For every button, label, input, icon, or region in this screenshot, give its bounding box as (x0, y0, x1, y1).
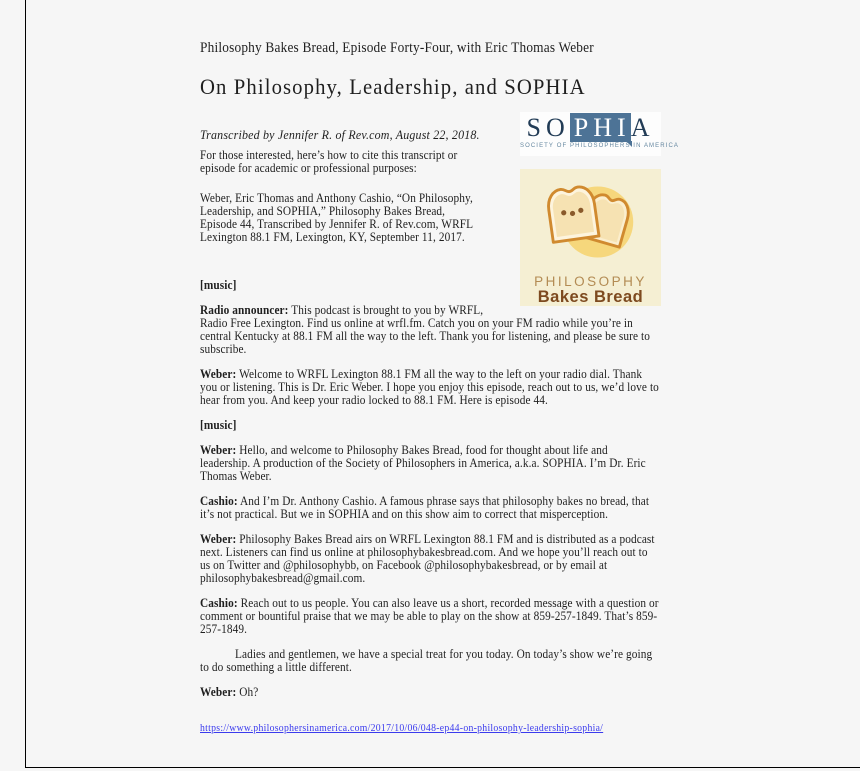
speaker-label: Radio announcer: (200, 303, 289, 317)
paragraph-text: This podcast is brought to you by WRFL, (288, 303, 484, 317)
transcript-paragraph (200, 686, 660, 699)
byline: Transcribed by Jennifer R. of Rev.com, August 22, 2018. (200, 127, 480, 142)
sophia-letters-so: SO (526, 113, 570, 142)
paragraph-text: Welcome to WRFL Lexington 88.1 FM all the way to the left on your radio dial. Thank you or listening. This is Dr. Eric Weber. I hope you enjoy this episode, reach out to us, we’d love to hear from you. And keep your radio locked to 88.1 FM. Here is episode 44. (200, 367, 659, 407)
speaker-label: Weber: (200, 443, 237, 457)
music-cue: [music] (200, 278, 237, 292)
paragraph-text: Reach out to us people. You can also leave us a short, recorded message with a question or comment or bountiful praise that we may be able to play on the show at 859-257-1849. That’s 859-257-1849. (200, 596, 659, 636)
page-border-bottom (25, 767, 860, 768)
paragraph-text: Ladies and gentlemen, we have a special treat for you today. On today’s show we’re going to do something a little different. (200, 647, 653, 674)
transcript-paragraph (200, 533, 660, 585)
paragraph-text: Oh? (236, 685, 259, 699)
page-title: On Philosophy, Leadership, and SOPHIA (200, 74, 586, 99)
citation-intro: For those interested, here’s how to cite this transcript or episode for academic or professional purposes: (200, 148, 458, 175)
speaker-label: Weber: (200, 685, 237, 699)
pbb-logo-text-philosophy: PHILOSOPHY (534, 274, 647, 289)
paragraph-text: Philosophy Bakes Bread airs on WRFL Lexington 88.1 FM and is distributed as a podcast next. Listeners can find us online at philosophybakesbread.com. And we hope you’ll reach out to us on Twitter and @philosophybb, on Facebook @philosophybakesbread, or by email at philosophybakesbread@gmail.com. (200, 532, 655, 585)
paragraph-text: Radio Free Lexington. Find us online at wrfl.fm. Catch you on your FM radio while you’re in central Kentucky at 88.1 FM all the way to the left. Thank you for listening, and please be sure to subscribe. (200, 316, 650, 356)
transcript-paragraph (200, 495, 660, 521)
citation: Weber, Eric Thomas and Anthony Cashio, “On Philosophy, Leadership, and SOPHIA,” Philosophy Bakes Bread, Episode 44, Transcribed by Jennifer R. of Rev.com, WRFL Lexington 88.1 FM, Lexington, KY, September 11, 2017. (200, 191, 474, 244)
pbb-logo-text-bakes-bread: Bakes Bread (537, 288, 644, 306)
transcript-paragraph (200, 597, 660, 636)
transcript-paragraph (200, 444, 660, 483)
document-body (200, 40, 679, 736)
music-cue: [music] (200, 418, 237, 432)
speaker-label: Cashio: (200, 596, 238, 610)
paragraph-text: And I’m Dr. Anthony Cashio. A famous phrase says that philosophy bakes no bread, that it’s not practical. But we in SOPHIA and on this show aim to correct that misperception. (200, 494, 650, 521)
speaker-label: Weber: (200, 532, 237, 546)
speaker-label: Cashio: (200, 494, 238, 508)
sophia-letter-a: A (630, 113, 655, 142)
page-border-left (25, 0, 26, 768)
speaker-label: Weber: (200, 367, 237, 381)
paragraph-text: Hello, and welcome to Philosophy Bakes Bread, food for thought about life and leadership. A production of the Society of Philosophers in America, a.k.a. SOPHIA. I’m Dr. Eric Thomas Weber. (200, 443, 646, 483)
source-link[interactable]: https://www.philosophersinamerica.com/2017/10/06/048-ep44-on-philosophy-leadership-sophia/ (200, 723, 604, 734)
transcript-paragraph (200, 368, 660, 407)
transcript-paragraph (200, 648, 660, 674)
sophia-letters-phi: PHI (570, 113, 631, 142)
sophia-tagline: SOCIETY OF PHILOSOPHERS IN AMERICA (520, 143, 679, 149)
transcript-paragraph (200, 304, 660, 356)
episode-header: Philosophy Bakes Bread, Episode Forty-Four, with Eric Thomas Weber (200, 40, 594, 56)
